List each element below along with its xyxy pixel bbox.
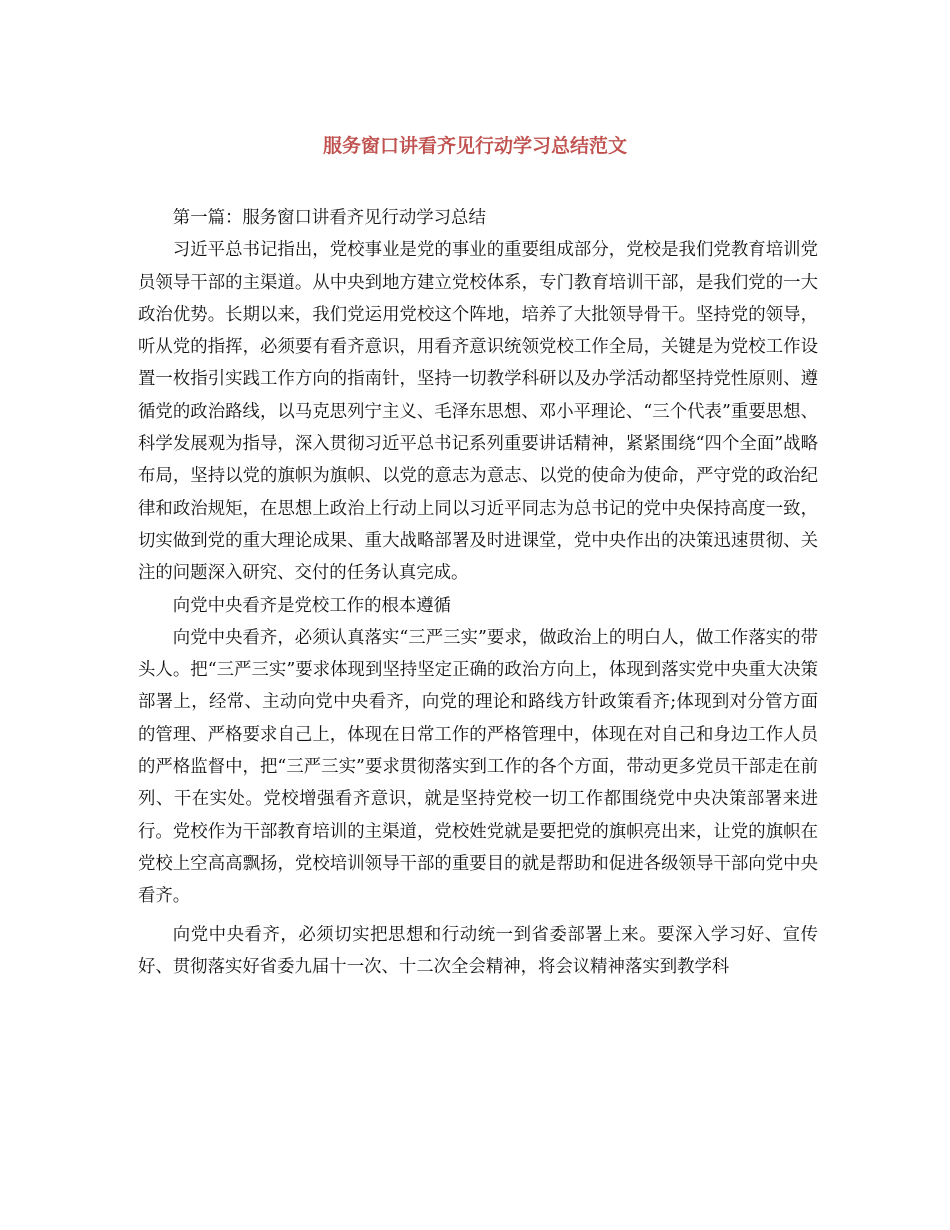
document-title: 服务窗口讲看齐见行动学习总结范文 [322,135,627,157]
subsection-heading: 向党中央看齐是党校工作的根本遵循 [172,595,452,616]
paragraph: 向党中央看齐，必须认真落实“三严三实”要求，做政治上的明白人，做工作落实的带头人。把“三严三实”要求体现到坚持坚定正确的政治方向上，体现到落实党中央重大决策部署上，经常、主动向党中央看齐，向党的理论和路线方针政策看齐;体现到对分管方面的管理、严格要求自己上，体现在日常工作的严格管理中，体现在对自己和身边工作人员的严格监督中，把“三严三实”要求贯彻落实到工作的各个方面，带动更多党员干部走在前列、干在实处。党校增强看齐意识，就是坚持党校一切工作都围绕党中央决策部署来进行。党校作为干部教育培训的主渠道，党校姓党就是要把党的旗帜亮出来，让党的旗帜在党校上空高高飘扬，党校培训领导干部的重要目的就是帮助和促进各级领导干部向党中央看齐。 [138,627,818,907]
paragraph: 习近平总书记指出，党校事业是党的事业的重要组成部分，党校是我们党教育培训党员领导干部的主渠道。从中央到地方建立党校体系，专门教育培训干部，是我们党的一大政治优势。长期以来，我们党运用党校这个阵地，培养了大批领导骨干。坚持党的领导，听从党的指挥，必须要有看齐意识，用看齐意识统领党校工作全局，关键是为党校工作设置一枚指引实践工作方向的指南针，坚持一切教学科研以及办学活动都坚持党性原则、遵循党的政治路线，以马克思列宁主义、毛泽东思想、邓小平理论、“三个代表”重要思想、科学发展观为指导，深入贯彻习近平总书记系列重要讲话精神，紧紧围绕“四个全面”战略布局，坚持以党的旗帜为旗帜、以党的意志为意志、以党的使命为使命，严守党的政治纪律和政治规矩，在思想上政治上行动上同以习近平同志为总书记的党中央保持高度一致，切实做到党的重大理论成果、重大战略部署及时进课堂，党中央作出的决策迅速贯彻、关注的问题深入研究、交付的任务认真完成。 [138,240,818,584]
document-body [138,202,818,983]
section-heading: 第一篇：服务窗口讲看齐见行动学习总结 [172,208,486,228]
paragraph: 向党中央看齐，必须切实把思想和行动统一到省委部署上来。要深入学习好、宣传好、贯彻落实好省委九届十一次、十二次全会精神，将会议精神落实到教学科 [138,924,818,977]
